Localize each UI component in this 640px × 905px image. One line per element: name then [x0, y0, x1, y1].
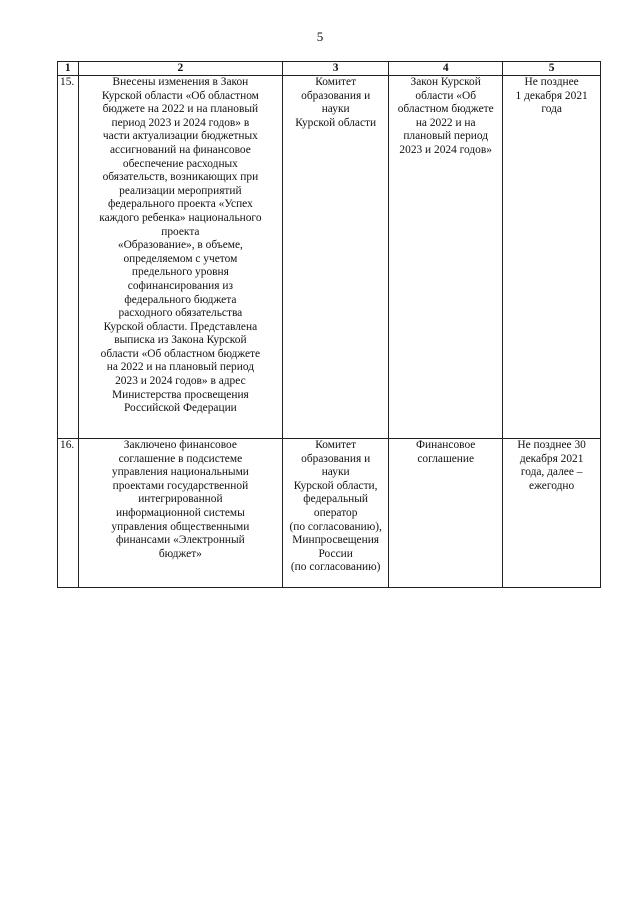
- cell-line: года: [541, 103, 562, 116]
- row-document: [389, 76, 503, 439]
- cell-line: федерального бюджета: [124, 293, 237, 306]
- cell-line: обеспечение расходных: [122, 157, 238, 170]
- cell-line: проекта: [161, 225, 200, 238]
- header-col-3: 3: [283, 62, 389, 76]
- cell-line: Внесены изменения в Закон: [112, 76, 249, 88]
- cell-line: Курской области: [295, 116, 377, 129]
- row-number: 15.: [58, 76, 79, 439]
- header-col-1: 1: [58, 62, 79, 76]
- plan-table: [57, 61, 601, 588]
- cell-line: финансами «Электронный: [116, 534, 245, 547]
- cell-line: образования и: [301, 89, 371, 102]
- row-term: [503, 76, 601, 439]
- cell-line: областном бюджете: [397, 103, 494, 116]
- cell-line: бюджет»: [158, 547, 202, 560]
- cell-line: ассигнований на финансовое: [109, 143, 251, 156]
- cell-line: федеральный: [303, 493, 369, 506]
- cell-line: образования и: [301, 452, 371, 465]
- cell-line: Заключено финансовое: [123, 439, 237, 451]
- cell-line: Комитет: [315, 76, 357, 88]
- cell-line: Минпросвещения: [292, 534, 380, 547]
- cell-line: реализации мероприятий: [119, 184, 242, 197]
- cell-line: Курской области «Об областном: [101, 89, 259, 102]
- cell-line: 2023 и 2024 годов» в адрес: [115, 375, 246, 388]
- table-row: [58, 76, 601, 439]
- cell-line: Закон Курской: [410, 76, 481, 88]
- cell-line: науки: [321, 466, 350, 479]
- cell-line: выписка из Закона Курской: [114, 334, 247, 347]
- cell-line: предельного уровня: [131, 266, 229, 279]
- cell-line: области «Об областном бюджете: [100, 347, 261, 360]
- cell-line: на 2022 и на: [415, 116, 476, 129]
- row-document: [389, 439, 503, 588]
- row-executor: [283, 439, 389, 588]
- cell-line: период 2023 и 2024 годов» в: [111, 116, 250, 129]
- cell-line: года, далее –: [520, 466, 583, 479]
- cell-line: управления общественными: [111, 520, 250, 533]
- header-col-4: 4: [389, 62, 503, 76]
- cell-line: информационной системы: [115, 506, 245, 519]
- cell-line: плановый период: [403, 130, 489, 143]
- row-description: [78, 76, 283, 439]
- cell-line: оператор: [313, 506, 358, 519]
- row-executor: [283, 76, 389, 439]
- cell-line: управления национальными: [111, 466, 249, 479]
- cell-line: 1 декабря 2021: [515, 89, 588, 102]
- cell-line: Курской области,: [293, 479, 378, 492]
- cell-line: Комитет: [315, 439, 357, 451]
- cell-line: области «Об: [415, 89, 477, 102]
- cell-line: Министерства просвещения: [111, 388, 249, 401]
- cell-line: софинансирования из: [127, 279, 233, 292]
- cell-line: проектами государственной: [112, 479, 249, 492]
- cell-line: Финансовое: [416, 439, 476, 451]
- cell-line: Курской области. Представлена: [103, 320, 258, 333]
- cell-line: соглашение: [417, 452, 475, 465]
- cell-line: Не позднее: [524, 76, 579, 88]
- cell-line: (по согласованию): [290, 561, 381, 574]
- cell-line: бюджете на 2022 и на плановый: [102, 103, 259, 116]
- cell-line: (по согласованию),: [289, 520, 382, 533]
- cell-line: определяемом с учетом: [123, 252, 238, 265]
- cell-line: каждого ребенка» национального: [99, 211, 262, 224]
- header-col-5: 5: [503, 62, 601, 76]
- cell-line: на 2022 и на плановый период: [106, 361, 255, 374]
- cell-line: России: [318, 547, 353, 560]
- row-term: [503, 439, 601, 588]
- cell-line: обязательств, возникающих при: [102, 171, 259, 184]
- cell-line: ежегодно: [529, 479, 575, 492]
- cell-line: интегрированной: [138, 493, 223, 506]
- cell-line: части актуализации бюджетных: [102, 130, 258, 143]
- row-description: [78, 439, 283, 588]
- cell-line: соглашение в подсистеме: [118, 452, 243, 465]
- cell-line: федерального проекта «Успех: [107, 198, 253, 211]
- cell-line: расходного обязательства: [118, 307, 243, 320]
- cell-line: декабря 2021: [519, 452, 584, 465]
- cell-line: Российской Федерации: [123, 402, 237, 415]
- table-header-row: [58, 62, 601, 76]
- table-row: [58, 439, 601, 588]
- cell-line: науки: [321, 103, 350, 116]
- row-number: 16.: [58, 439, 79, 588]
- cell-line: «Образование», в объеме,: [117, 239, 243, 252]
- cell-line: 2023 и 2024 годов»: [399, 143, 492, 156]
- cell-line: Не позднее 30: [517, 439, 586, 451]
- header-col-2: 2: [78, 62, 283, 76]
- page-number: 5: [316, 29, 324, 44]
